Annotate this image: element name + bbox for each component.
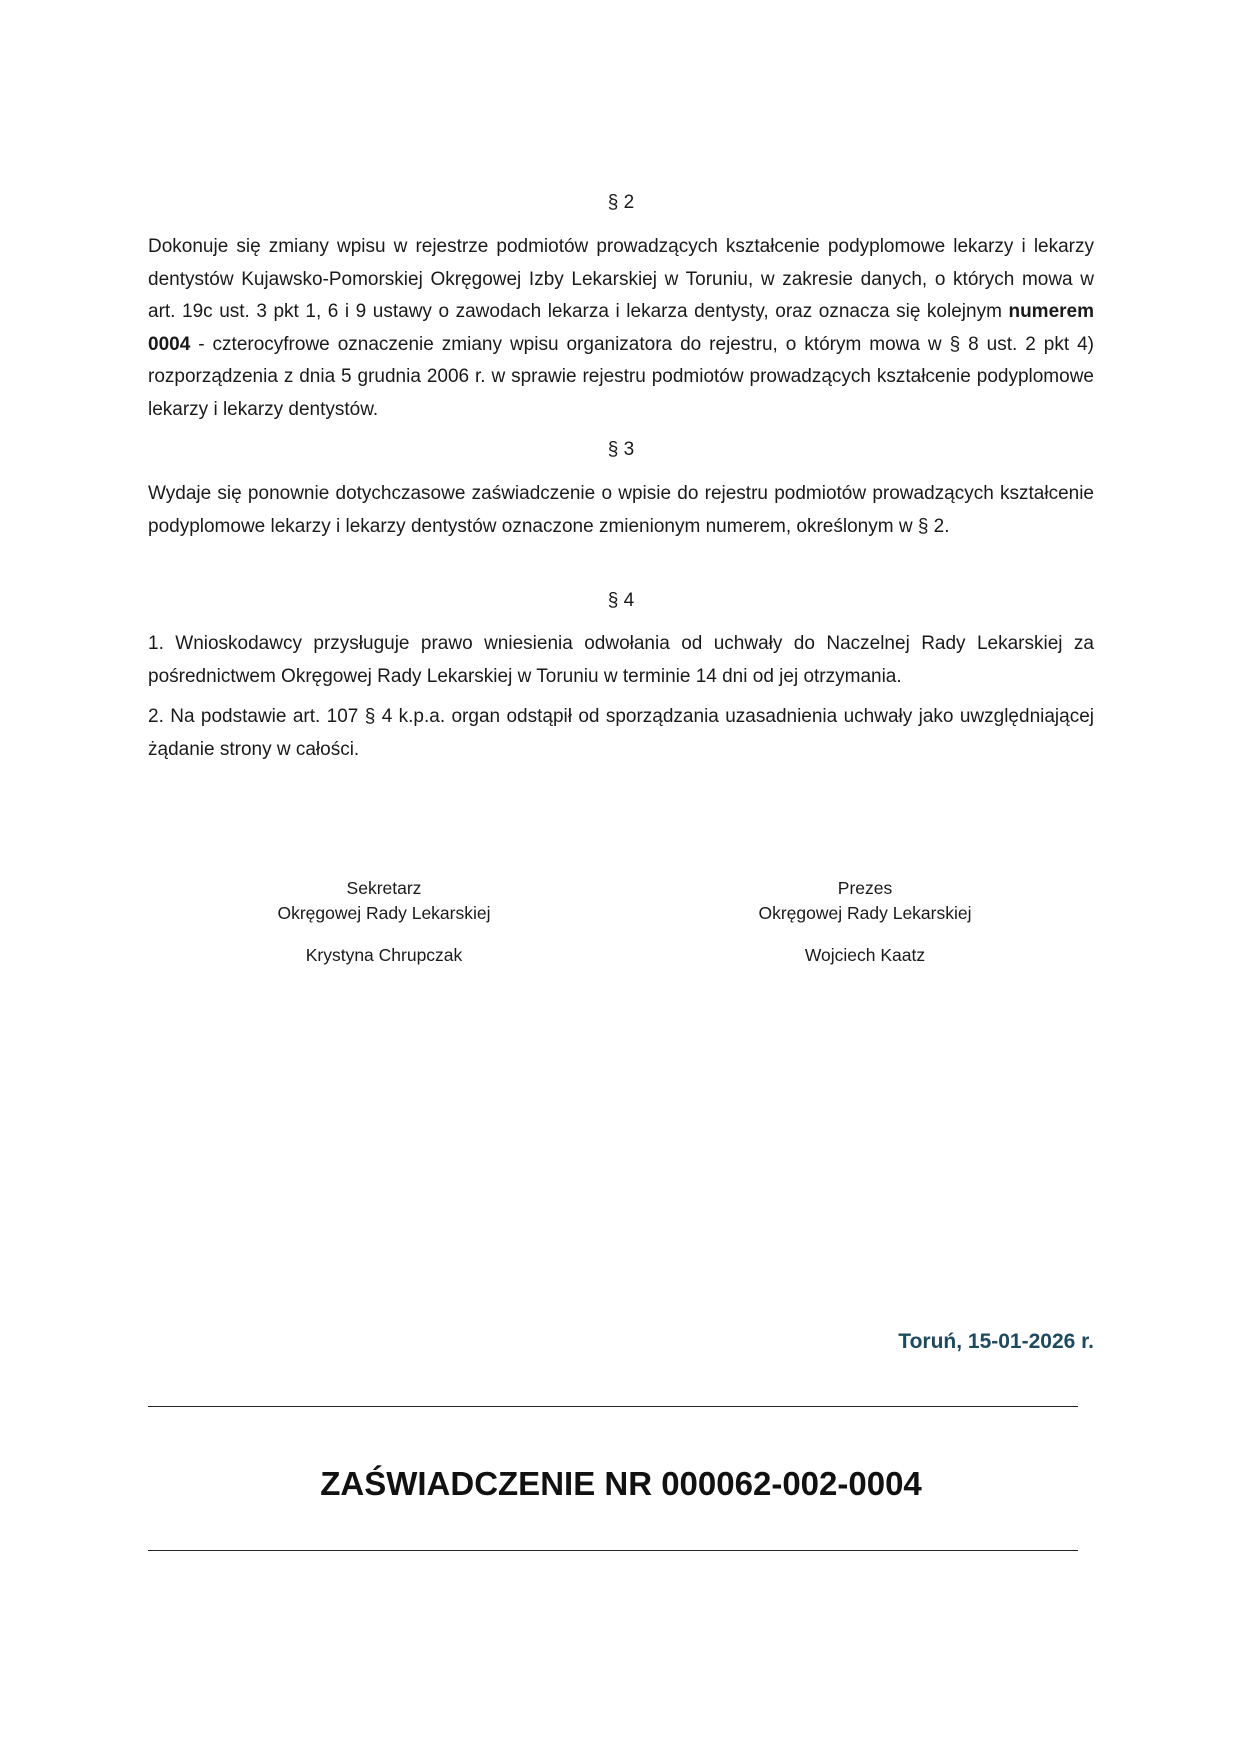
section-2-text [148,231,1094,426]
signature-left-name: Krystyna Chrupczak [305,945,463,965]
section-4-point-1: 1. Wnioskodawcy przysługuje prawo wniesienia odwołania od uchwały do Naczelnej Rady Lekarskiej za pośrednictwem Okręgowej Rady Lekarskiej w Toruniu w terminie 14 dni od jej otrzymania. [148,633,1094,687]
section-3-text: Wydaje się ponownie dotychczasowe zaświadczenie o wpisie do rejestru podmiotów prowadzących kształcenie podyplomowe lekarzy i lekarzy dentystów oznaczone zmienionym numerem, określonym w § 2. [148,483,1094,537]
divider-bottom [148,1550,1078,1551]
divider-top [148,1406,1078,1407]
signature-left-body: Okręgowej Rady Lekarskiej [277,903,491,923]
certificate-title: ZAŚWIADCZENIE NR 000062-002-0004 [320,1465,922,1502]
signature-right-role: Prezes [837,878,893,898]
signature-right [705,876,1025,968]
place-date: Toruń, 15-01-2026 r. [898,1330,1094,1353]
signature-left [224,876,544,968]
signature-right-name: Wojciech Kaatz [804,945,926,965]
section-2-text-part2: - czterocyfrowe oznaczenie zmiany wpisu organizatora do rejestru, o którym mowa w § 8 ust. 2 pkt 4) rozporządzenia z dnia 5 grudnia 2006 r. w sprawie rejestru podmiotów prowadzących kształcenie podyplomowe lekarzy i lekarzy dentystów. [148,333,1094,420]
signature-right-body: Okręgowej Rady Lekarskiej [758,903,972,923]
section-4-point-2: 2. Na podstawie art. 107 § 4 k.p.a. organ odstąpił od sporządzania uzasadnienia uchwały jako uwzględniającej żądanie strony w całości. [148,706,1094,760]
section-2-text-part1: Dokonuje się zmiany wpisu w rejestrze podmiotów prowadzących kształcenie podyplomowe lekarzy i lekarzy dentystów Kujawsko-Pomorskiej Okręgowej Izby Lekarskiej w Toruniu, w zakresie danych, o których mowa w art. 19c ust. 3 pkt 1, 6 i 9 ustawy o zawodach lekarza i lekarza dentysty, oraz oznacza się kolejnym [148,236,1094,322]
signature-left-role: Sekretarz [346,878,422,898]
section-3-mark: § 3 [607,439,635,460]
section-2-number: numerem 0004 [148,301,1094,355]
section-2-mark: § 2 [607,192,635,213]
section-4-mark: § 4 [607,590,635,611]
